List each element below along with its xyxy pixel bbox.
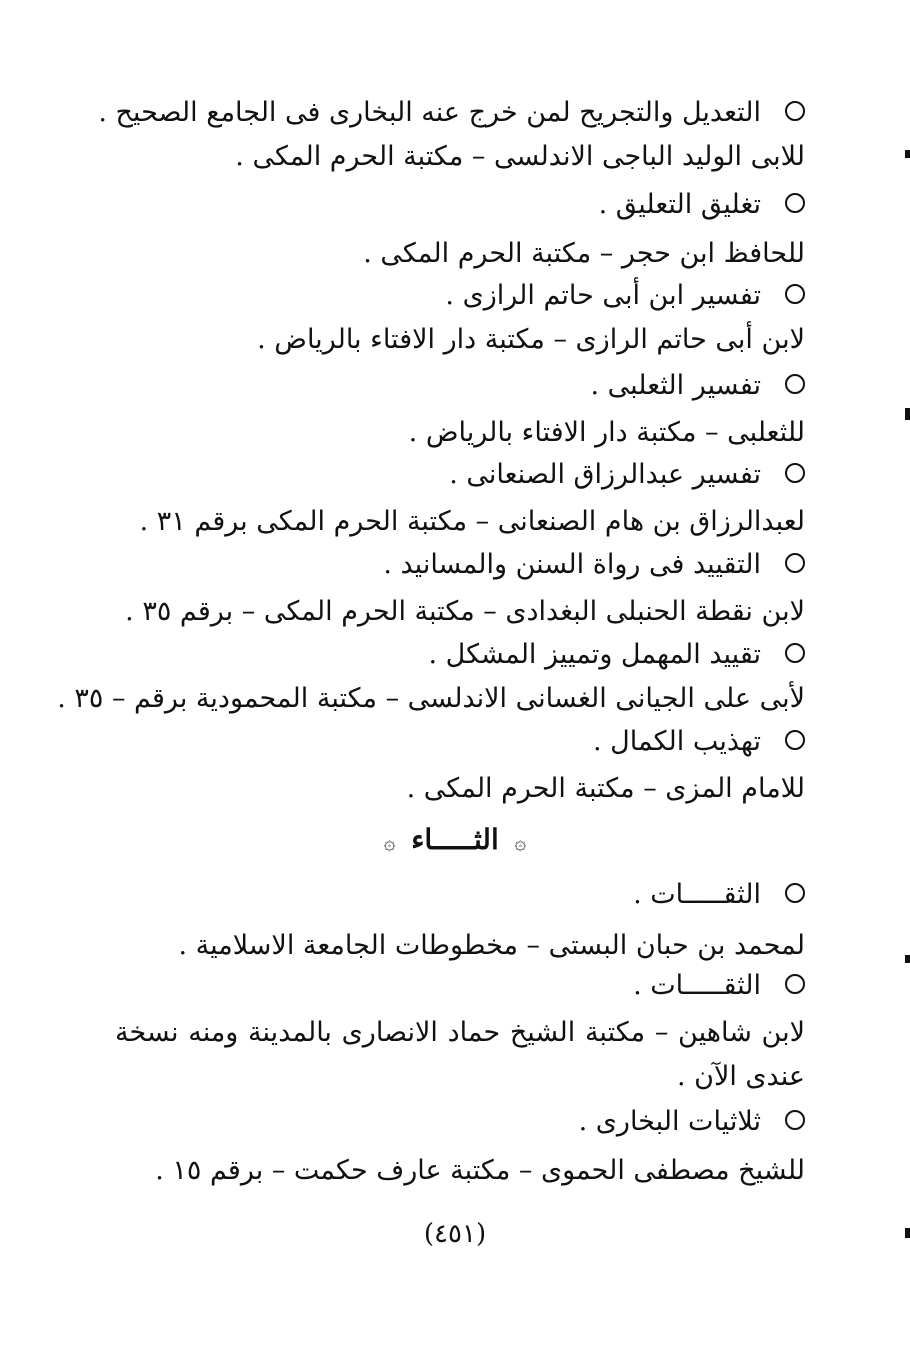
bibliography-entry: [57, 633, 805, 721]
entry-title-row: [105, 873, 805, 917]
entry-detail: لعبدالرزاق بن هام الصنعانى – مكتبة الحرم المكى برقم ٣١ .: [139, 506, 805, 537]
entry-title: التعديل والتجريح لمن خرج عنه البخارى فى الجامع الصحيح .: [98, 97, 761, 128]
bibliography-entry: [105, 543, 805, 634]
entry-title: تفسير الثعلبى .: [590, 370, 761, 401]
circle-bullet-icon: [785, 193, 805, 213]
entry-title-row: [105, 183, 805, 227]
entry-detail: للامام المزى – مكتبة الحرم المكى .: [406, 773, 805, 804]
circle-bullet-icon: [785, 1110, 805, 1130]
entry-title-row: [105, 364, 805, 408]
entry-title-row: [105, 720, 805, 764]
circle-bullet-icon: [785, 463, 805, 483]
entry-detail: للثعلبى – مكتبة دار الافتاء بالرياض .: [408, 417, 805, 448]
entry-detail: لابن شاهين – مكتبة الشيخ حماد الانصارى بالمدينة ومنه نسخة عندى الآن .: [115, 1017, 805, 1092]
entry-title: تهذيب الكمال .: [593, 726, 761, 757]
circle-bullet-icon: [785, 553, 805, 573]
scan-edge-mark: [905, 1228, 910, 1238]
entry-title: التقييد فى رواة السنن والمسانيد .: [383, 549, 761, 580]
entry-title: الثقـــــات .: [633, 879, 761, 910]
entry-title-row: [105, 1100, 805, 1144]
circle-bullet-icon: [785, 374, 805, 394]
entry-title-row: [105, 274, 805, 318]
entry-detail: لمحمد بن حبان البستى – مخطوطات الجامعة الاسلامية .: [178, 930, 805, 961]
entry-detail: للابى الوليد الباجى الاندلسى – مكتبة الحرم المكى .: [235, 141, 805, 172]
section-heading: [0, 818, 910, 864]
entry-title-row: [105, 453, 805, 497]
bibliography-entry: [98, 91, 805, 179]
entry-title-row: [98, 91, 805, 135]
bibliography-entry: [105, 1100, 805, 1193]
entry-title-row: [105, 543, 805, 587]
circle-bullet-icon: [785, 730, 805, 750]
entry-title-row: [115, 964, 805, 1008]
section-heading-text: الثـــــاء: [411, 823, 499, 856]
ornament-icon: ۞: [514, 829, 527, 854]
entry-detail: للحافظ ابن حجر – مكتبة الحرم المكى .: [363, 238, 805, 269]
scan-edge-mark: [905, 955, 910, 963]
entry-detail: لابن أبى حاتم الرازى – مكتبة دار الافتاء بالرياض .: [257, 324, 805, 355]
circle-bullet-icon: [785, 883, 805, 903]
entry-title-row: [105, 633, 805, 677]
entry-title: الثقـــــات .: [633, 970, 761, 1001]
circle-bullet-icon: [785, 643, 805, 663]
scan-edge-mark: [905, 150, 910, 158]
bibliography-entry: [105, 453, 805, 544]
entry-title: تغليق التعليق .: [598, 189, 761, 220]
entry-title: تفسير عبدالرزاق الصنعانى .: [449, 459, 761, 490]
bibliography-entry: [115, 964, 805, 1099]
entry-detail: لابن نقطة الحنبلى البغدادى – مكتبة الحرم المكى – برقم ٣٥ .: [125, 596, 805, 627]
bibliography-entry: [105, 274, 805, 362]
bibliography-entry: [105, 873, 805, 968]
circle-bullet-icon: [785, 284, 805, 304]
page-number: (٤٥١): [423, 1219, 487, 1249]
entry-title: ثلاثيات البخارى .: [578, 1106, 761, 1137]
entry-detail: للشيخ مصطفى الحموى – مكتبة عارف حكمت – برقم ١٥ .: [155, 1155, 805, 1186]
entry-detail: لأبى على الجيانى الغسانى الاندلسى – مكتبة المحمودية برقم – ٣٥ .: [57, 683, 805, 714]
entry-title: تقييد المهمل وتمييز المشكل .: [428, 639, 761, 670]
circle-bullet-icon: [785, 101, 805, 121]
bibliography-entry: [105, 720, 805, 811]
circle-bullet-icon: [785, 974, 805, 994]
bibliography-entry: [105, 364, 805, 455]
ornament-icon: ۞: [383, 829, 396, 854]
entry-title: تفسير ابن أبى حاتم الرازى .: [445, 280, 761, 311]
scan-edge-mark: [905, 408, 910, 420]
bibliography-entry: [105, 183, 805, 276]
